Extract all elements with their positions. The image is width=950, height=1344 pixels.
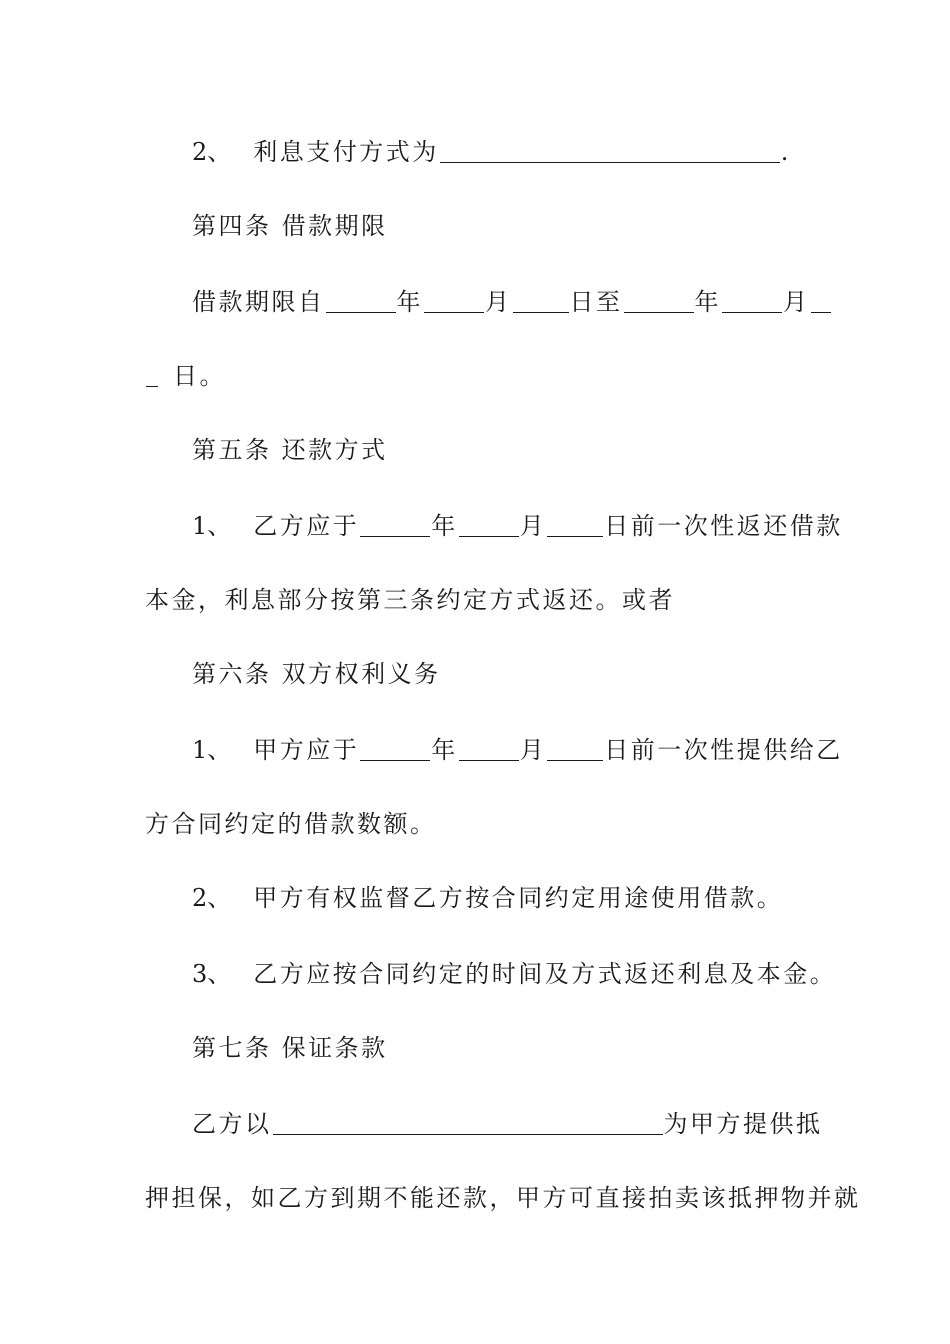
blank-end-day-cont[interactable] [146, 358, 158, 387]
clause-text: 借款期限自 [192, 288, 325, 316]
item-number: 2、 [192, 884, 232, 912]
month-label: 月 [519, 512, 547, 540]
clause-text: 本金，利息部分按第三条约定方式返还。或者 [145, 586, 675, 614]
blank-start-month[interactable] [424, 284, 484, 313]
clause-text: 乙方以 [192, 1110, 272, 1138]
clause-text: 日。 [173, 362, 226, 390]
item-number: 3、 [192, 960, 232, 988]
clause-text: 方合同约定的借款数额。 [145, 810, 437, 838]
blank-end-day[interactable] [811, 284, 831, 313]
loan-term-line-cont [0, 356, 950, 396]
clause-text: 日前一次性返还借款 [604, 512, 843, 540]
guarantee-line-cont [0, 1178, 950, 1218]
heading-text: 第五条 还款方式 [192, 436, 388, 464]
repayment-line [0, 506, 950, 546]
blank-end-year[interactable] [624, 284, 694, 313]
loan-term-line [0, 282, 950, 322]
blank-year[interactable] [360, 508, 430, 537]
blank-end-month[interactable] [722, 284, 782, 313]
blank-day[interactable] [547, 508, 603, 537]
blank-day[interactable] [547, 732, 603, 761]
year-label: 年 [694, 288, 721, 316]
blank-month[interactable] [459, 508, 519, 537]
blank-field[interactable] [440, 134, 780, 163]
article-5-heading [0, 430, 950, 470]
heading-text: 第四条 借款期限 [192, 212, 388, 240]
article-7-heading [0, 1028, 950, 1068]
clause-text: 为甲方提供抵 [663, 1110, 823, 1138]
day-to-label: 日至 [569, 288, 623, 316]
article-6-heading [0, 654, 950, 694]
clause-text: 甲方有权监督乙方按合同约定用途使用借款。 [253, 884, 784, 912]
month-label: 月 [783, 288, 810, 316]
repayment-line-cont [0, 580, 950, 620]
clause-text: 利息支付方式为 [253, 138, 439, 166]
borrower-repay-line [0, 954, 950, 994]
blank-start-year[interactable] [326, 284, 396, 313]
year-label: 年 [431, 512, 458, 540]
item-number: 1、 [192, 736, 232, 764]
clause-text: 乙方应按合同约定的时间及方式返还利息及本金。 [253, 960, 837, 988]
lender-duty-line [0, 730, 950, 770]
blank-month[interactable] [459, 732, 519, 761]
lender-duty-line-cont [0, 804, 950, 844]
heading-text: 第六条 双方权利义务 [192, 660, 441, 688]
interest-payment-line [0, 132, 950, 172]
item-number: 2、 [192, 138, 232, 166]
clause-text: 押担保，如乙方到期不能还款，甲方可直接拍卖该抵押物并就 [145, 1184, 861, 1212]
clause-text: 日前一次性提供给乙 [604, 736, 843, 764]
clause-text: 乙方应于 [253, 512, 360, 540]
year-label: 年 [431, 736, 458, 764]
month-label: 月 [485, 288, 512, 316]
year-label: 年 [396, 288, 423, 316]
article-4-heading [0, 206, 950, 246]
blank-start-day[interactable] [513, 284, 569, 313]
blank-year[interactable] [360, 732, 430, 761]
month-label: 月 [519, 736, 547, 764]
blank-collateral[interactable] [273, 1106, 663, 1135]
guarantee-line [0, 1104, 950, 1144]
clause-text: 甲方应于 [253, 736, 360, 764]
heading-text: 第七条 保证条款 [192, 1034, 388, 1062]
supervision-line [0, 878, 950, 918]
item-number: 1、 [192, 512, 232, 540]
clause-end: . [780, 138, 791, 166]
